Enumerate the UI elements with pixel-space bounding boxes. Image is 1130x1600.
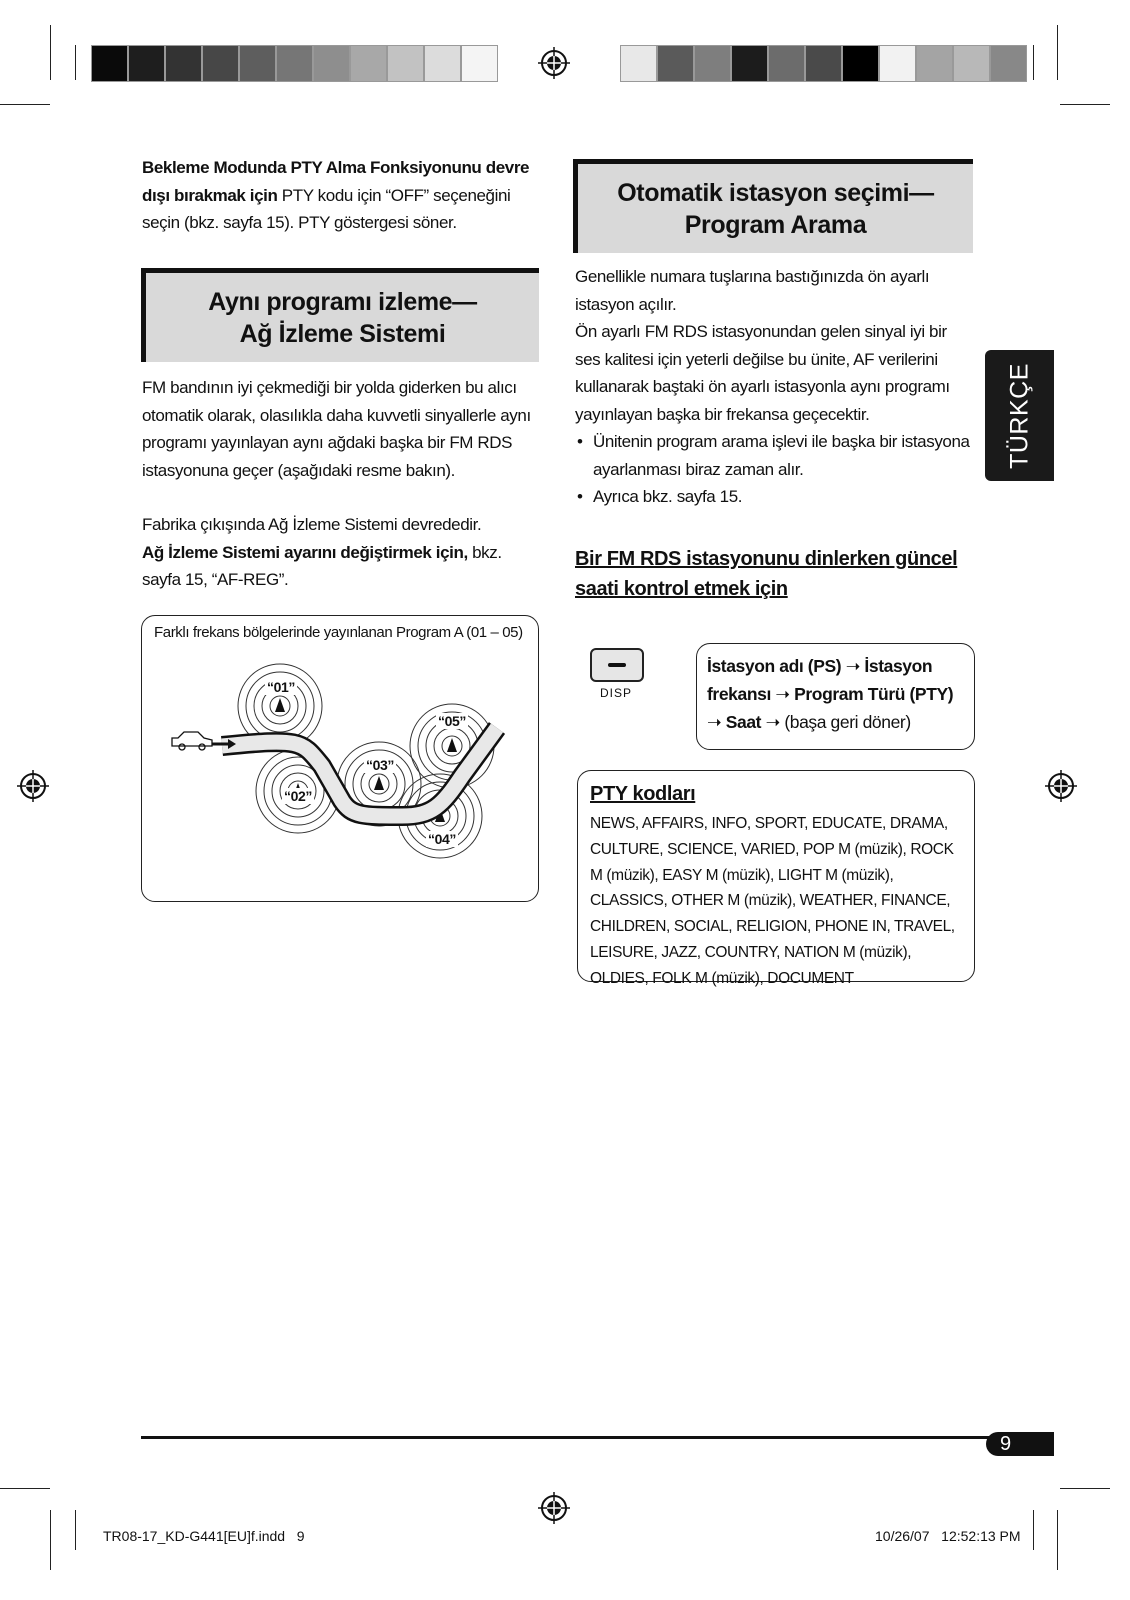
crop-mark: [75, 1510, 76, 1550]
color-swatch: [202, 45, 239, 82]
page-number-tab: [986, 1432, 1054, 1456]
change-setting-bold: Ağ İzleme Sistemi ayarını değiştirmek için,: [142, 542, 468, 562]
program-map-illustration: [142, 616, 538, 901]
color-swatch: [953, 45, 990, 82]
color-swatch: [91, 45, 128, 82]
language-tab-label: TÜRKÇE: [1005, 362, 1033, 469]
disp-button-bar: [608, 663, 626, 667]
zone-label-01: “01”: [267, 679, 295, 695]
crop-mark: [0, 104, 50, 105]
pty-codes-list: NEWS, AFFAIRS, INFO, SPORT, EDUCATE, DRAMA, CULTURE, SCIENCE, VARIED, POP M (müzik), ROCK M (müzik), EASY M (müzik), LIGHT M (müzik), CLASSICS, OTHER M (müzik), WEATHER, FINANCE, CHILDREN, SOCIAL, RELIGION, PHONE IN, TRAVEL, LEISURE, JAZZ, COUNTRY, NATION M (müzik), OLDIES, FOLK M (müzik), DOCUMENT: [590, 815, 955, 987]
network-tracking-body: [142, 374, 542, 594]
registration-mark-icon: [538, 47, 570, 79]
registration-mark-icon: [538, 1492, 570, 1524]
factory-default-para: Fabrika çıkışında Ağ İzleme Sistemi devrededir.: [142, 515, 482, 534]
seq-station-frequency: İstasyon frekansı: [707, 656, 933, 704]
footer-file-name: TR08-17_KD-G441[EU]f.indd 9: [103, 1528, 305, 1544]
crop-mark: [0, 1488, 50, 1489]
color-swatch: [461, 45, 498, 82]
heading-line-1: Aynı programı izleme—: [208, 288, 477, 316]
footer-rule: [141, 1436, 1053, 1439]
color-swatch: [731, 45, 768, 82]
program-search-body: [575, 263, 975, 511]
preset-station-para: Genellikle numara tuşlarına bastığınızda ön ayarlı istasyon açılır.: [575, 267, 930, 314]
zone-label-04: “04”: [428, 831, 456, 847]
disp-button[interactable]: [590, 648, 644, 682]
af-data-para: Ön ayarlı FM RDS istasyonundan gelen sinyal iyi bir ses kalitesi için yeterli değilse bu ünite, AF verilerini kullanarak baştaki ön ayarlı istasyonla aynı programı yayınlayan başka bir frekansa geçecektir.: [575, 322, 950, 424]
zone-label-05: “05”: [438, 713, 466, 729]
color-swatch: [916, 45, 953, 82]
color-swatch: [128, 45, 165, 82]
crop-mark: [50, 1510, 51, 1570]
crop-mark: [1057, 25, 1058, 80]
color-swatch: [990, 45, 1027, 82]
change-setting-para: [142, 539, 542, 594]
footer-date: 10/26/07 12:52:13 PM: [875, 1528, 1021, 1544]
color-swatch: [387, 45, 424, 82]
crop-mark: [1057, 1510, 1058, 1570]
pty-codes-title: PTY kodları: [590, 783, 696, 805]
zone-label-03: “03”: [366, 757, 394, 773]
heading-line-2: Program Arama: [684, 211, 867, 239]
road: [222, 728, 497, 816]
standby-pty-text: PTY kodu için “OFF” seçeneğini seçin (bkz. sayfa 15). PTY göstergesi söner.: [142, 185, 511, 232]
seq-return: (başa geri döner): [784, 712, 911, 732]
display-sequence-box: [696, 643, 975, 750]
registration-mark-icon: [1045, 770, 1077, 802]
bullet-item: • Ünitenin program arama işlevi ile başka bir istasyona ayarlanması biraz zaman alır.: [575, 428, 975, 483]
pty-codes-box: [577, 770, 975, 987]
seq-clock: Saat: [725, 712, 762, 732]
color-swatch: [276, 45, 313, 82]
arrow-right-icon: ➝: [775, 684, 790, 704]
disp-button-label: DISP: [600, 686, 633, 700]
crop-mark: [1033, 45, 1034, 80]
standby-pty-bold: Bekleme Modunda PTY Alma Fonksiyonunu devre dışı bırakmak için: [142, 158, 530, 205]
crop-mark: [50, 25, 51, 80]
color-swatch: [768, 45, 805, 82]
color-swatch: [165, 45, 202, 82]
arrow-right-icon: ➝: [845, 656, 860, 676]
network-tracking-para: FM bandının iyi çekmediği bir yolda giderken bu alıcı otomatik olarak, olasılıkla daha kuvvetli sinyallerle aynı programı yayınlayan aynı ağdaki başka bir FM RDS istasyonuna geçer (aşağıdaki resme bakın).: [142, 378, 531, 480]
change-setting-text: bkz. sayfa 15, “AF-REG”.: [142, 542, 502, 589]
language-tab: [985, 350, 1054, 481]
color-swatch: [805, 45, 842, 82]
program-map-figure: [141, 615, 539, 902]
color-swatch: [879, 45, 916, 82]
seq-program-type: Program Türü (PTY): [794, 684, 954, 704]
color-swatch: [620, 45, 657, 82]
zone-label-02: “02”: [284, 788, 312, 804]
heading-line-1: Otomatik istasyon seçimi—: [617, 179, 934, 207]
network-tracking-heading: [141, 268, 539, 362]
page-number: 9: [1000, 1433, 1012, 1455]
color-swatch: [313, 45, 350, 82]
program-search-heading: [573, 159, 973, 253]
arrow-right-icon: ➝: [765, 712, 780, 732]
crop-mark: [1033, 1510, 1034, 1550]
crop-mark: [1060, 104, 1110, 105]
color-swatch: [842, 45, 879, 82]
color-swatch: [657, 45, 694, 82]
seq-station-name: İstasyon adı (PS): [707, 656, 842, 676]
arrow-right-icon: ➝: [707, 712, 722, 732]
heading-line-2: Ağ İzleme Sistemi: [239, 320, 446, 348]
color-swatch: [424, 45, 461, 82]
crop-mark: [1060, 1488, 1110, 1489]
color-swatch: [350, 45, 387, 82]
clock-check-subheading: Bir FM RDS istasyonunu dinlerken güncel saati kontrol etmek için: [575, 548, 958, 600]
registration-mark-icon: [17, 770, 49, 802]
color-swatch: [694, 45, 731, 82]
color-swatch: [239, 45, 276, 82]
standby-pty-note: [142, 154, 537, 237]
car-icon: [172, 732, 212, 750]
crop-mark: [75, 45, 76, 80]
bullet-item: • Ayrıca bkz. sayfa 15.: [575, 483, 975, 511]
figure-caption: Farklı frekans bölgelerinde yayınlanan Program A (01 – 05): [154, 624, 523, 641]
